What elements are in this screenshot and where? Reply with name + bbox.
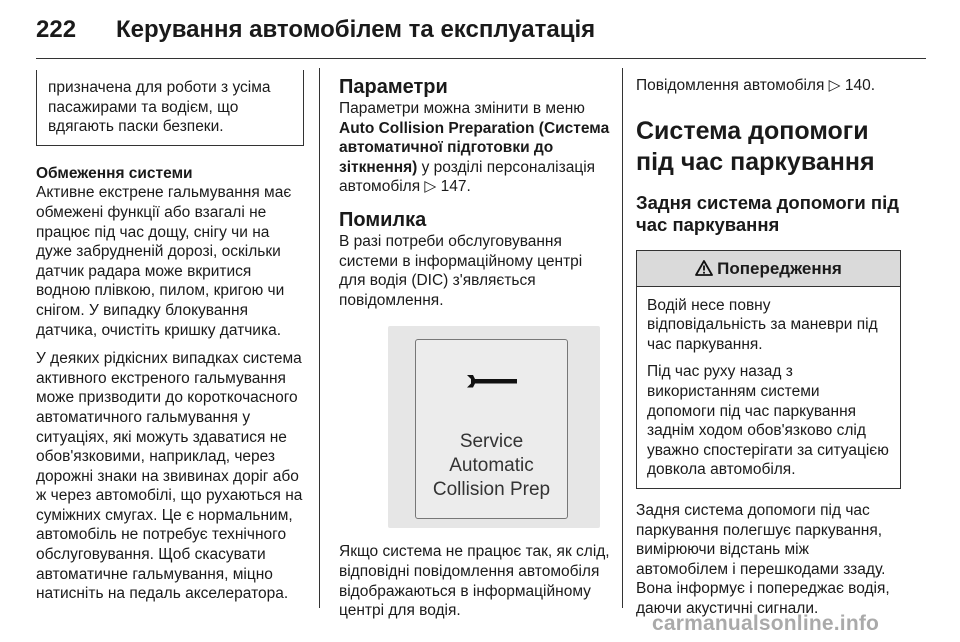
error-heading: Помилка (339, 208, 427, 231)
page-header (36, 14, 926, 50)
column-1 (36, 70, 304, 604)
figure-caption: Якщо система не працює так, як слід, відповідні повідомлення автомобіля відображаються в інформаційному центрі для водія. (339, 543, 610, 620)
note-line: вдягають паски безпеки. (48, 118, 224, 136)
subsection-heading: Задня система допомоги під час паркування (636, 191, 899, 235)
params-heading: Параметри (339, 76, 448, 98)
warning-paragraph-1: Водій несе повну відповідальність за маневри під час паркування. (647, 296, 878, 353)
dic-display-screen (415, 339, 568, 519)
page-number: 222 (36, 16, 77, 43)
display-line-1: Service (459, 431, 524, 453)
params-text-after: у розділі персоналізація автомобіля (339, 158, 596, 196)
column-3 (636, 76, 901, 619)
wrench-icon (465, 366, 519, 396)
messages-paragraph (636, 76, 901, 96)
triangle-reference-icon: ▷ (828, 77, 841, 94)
page-title: Керування автомобілем та експлуатація (116, 16, 596, 43)
messages-ref-page[interactable]: 140. (844, 77, 876, 94)
triangle-reference-icon: ▷ (424, 178, 437, 196)
display-line-3: Collision Prep (432, 479, 551, 501)
messages-text: Повідомлення автомобіля (636, 77, 829, 94)
params-menu-name: Auto Collision Preparation (Система автоматичної підготовки до зіткнення) (339, 119, 610, 176)
parking-description: Задня система допомоги під час паркування полегшує паркування, вимірюючи відстань між автомобілем і перешкодами ззаду. Вона інформує і попереджає водія, даючи акустичні сигнали. (636, 501, 890, 617)
warning-box (636, 250, 901, 489)
dic-display-figure (388, 326, 600, 528)
params-paragraph (339, 99, 611, 197)
warning-title: Попередження (717, 258, 842, 278)
column-divider-2 (622, 68, 623, 608)
error-paragraph: В разі потреби обслуговування системи в інформаційному центрі для водія (DIC) з'являється повідомлення. (339, 232, 583, 309)
continued-note-box (36, 70, 304, 146)
note-line: пасажирами та водієм, що (48, 98, 239, 116)
limits-heading: Обмеження системи (36, 164, 193, 182)
limits-paragraph: Активне екстрене гальмування має обмежені функції або взагалі не працює під час дощу, снігу чи на дуже забрудненій дорозі, оскільки датчик радара може вкритися водною плівкою, пилом, кригою чи снігом. У випадку блокування датчика, очистіть кришку датчика. (36, 184, 292, 339)
warning-triangle-icon (695, 260, 713, 276)
note-line: призначена для роботи з усіма (48, 79, 271, 96)
column-2 (339, 76, 611, 621)
watermark: carmanualsonline.info (652, 612, 880, 635)
column-divider-1 (319, 68, 320, 608)
display-line-2: Automatic (449, 455, 534, 477)
warning-paragraph-2: Під час руху назад з використанням системи допомоги під час паркування заднім ходом обов'язково слід уважно спостерігати за ситуацією довкола автомобіля. (647, 363, 889, 479)
section-heading: Система допомоги під час паркування (636, 116, 875, 176)
warning-body (637, 287, 900, 488)
params-text-before: Параметри можна змінити в меню (339, 100, 585, 117)
warning-header (637, 251, 900, 287)
params-ref-page[interactable]: 147. (440, 178, 471, 196)
rare-cases-paragraph: У деяких рідкісних випадках система активного екстреного гальмування може призводити до короткочасного автоматичного гальмування у ситуаціях, які можуть здаватися не обов'язковими, наприклад, через дорожні знаки на звивинах доріг або ж через автомобілі, що рухаються на суміжних смугах. Це є нормальним, автомобіль не потребує технічного обслуговування. Щоб скасувати автоматичне гальмування, міцно натисніть на педаль акселератора. (36, 350, 303, 603)
header-divider (36, 58, 926, 59)
